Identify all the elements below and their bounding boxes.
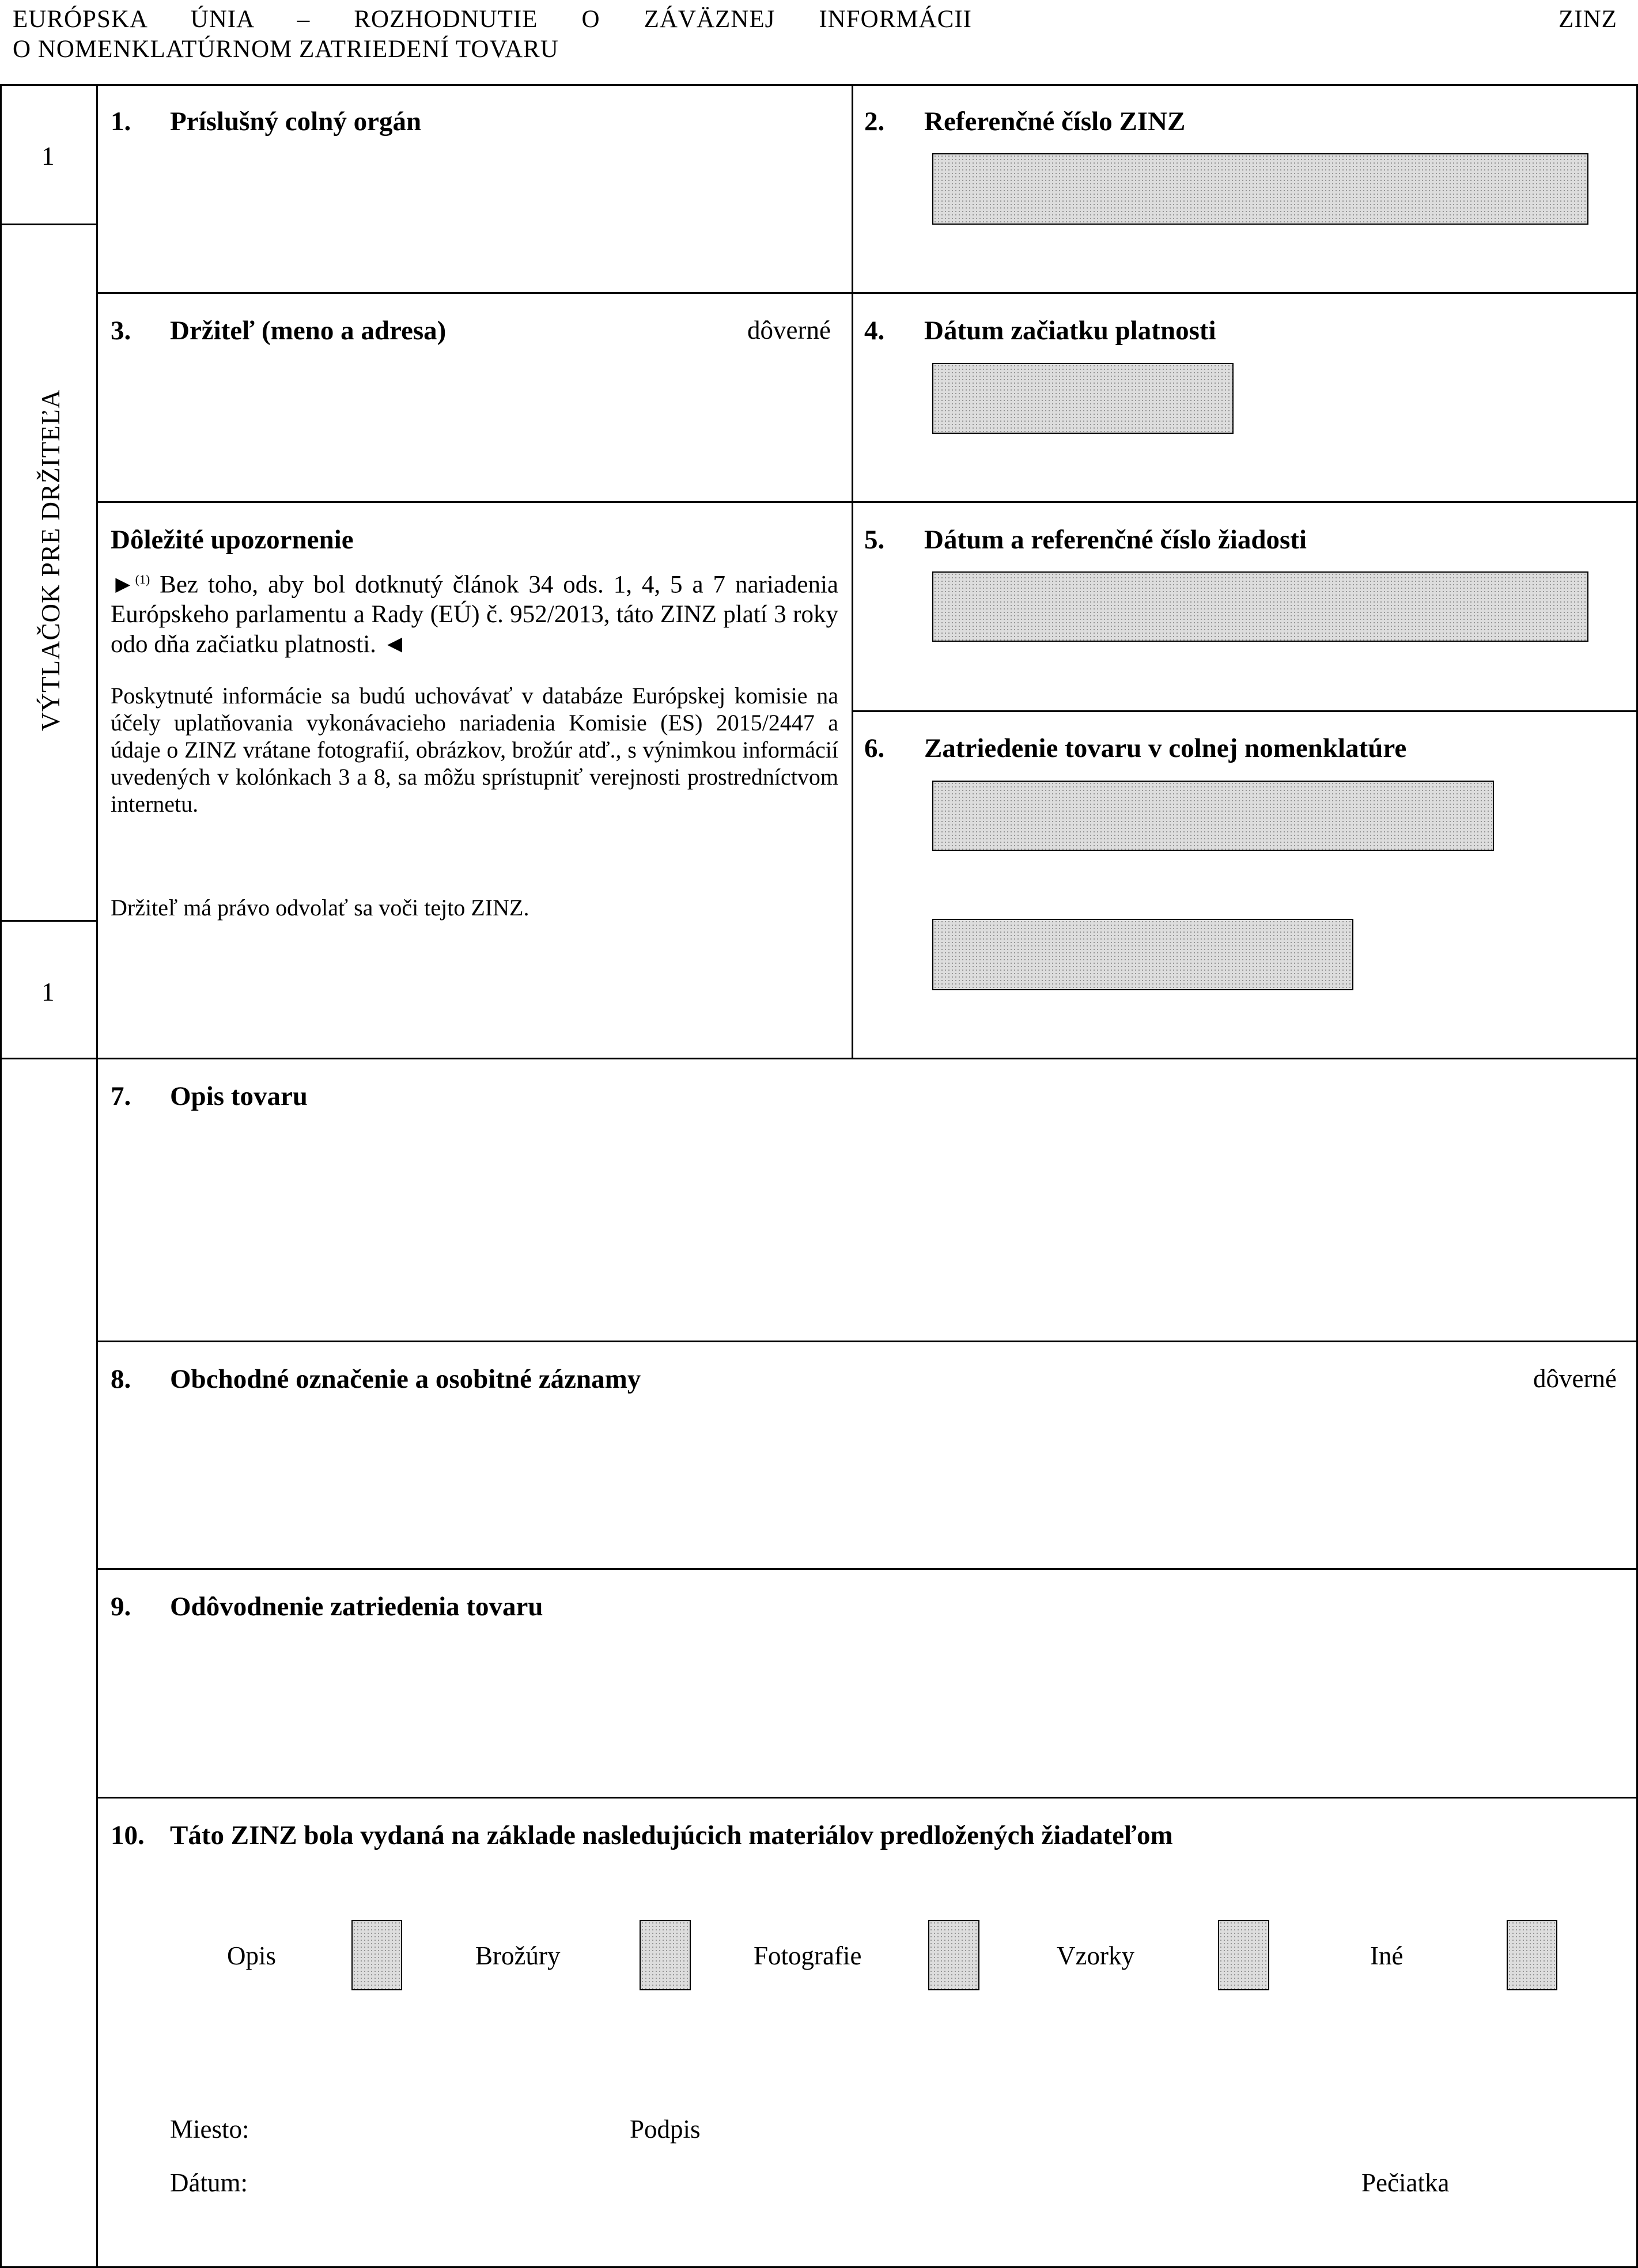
field-7-number: 7.: [111, 1081, 131, 1111]
row-line-5: [96, 1341, 1638, 1342]
material-checkbox-fotografie[interactable]: [928, 1920, 979, 1990]
amendment-start-marker: ►: [111, 571, 135, 599]
notice-data-storage: Poskytnuté informácie sa budú uchovávať v databáze Európskej komisie na účely uplatňovania vykonávacieho nariadenia Komisie (ES) 2015/2447 a údaje o ZINZ vrátane fotografií, obrázkov, brožúr atď., s výnimkou informácií uvedených v kolónkach 3 a 8, sa môžu sprístupniť verejnosti prostredníctvom internetu.: [111, 683, 838, 817]
field-6-number: 6.: [864, 733, 885, 763]
row-line-right-3: [852, 710, 1638, 712]
material-label-opis: Opis: [227, 1941, 277, 1970]
side-column-divider: [96, 84, 98, 2268]
middle-column-divider: [852, 84, 853, 1059]
field-6-title: Zatriedenie tovaru v colnej nomenklatúre: [924, 733, 1407, 763]
field-6-input-1[interactable]: [932, 781, 1494, 851]
row-line-4: [96, 1058, 1638, 1059]
side-divider-1: [0, 224, 97, 225]
stamp-label: Pečiatka: [1361, 2168, 1450, 2197]
field-5-input[interactable]: [932, 571, 1588, 642]
material-label-ine: Iné: [1370, 1941, 1404, 1970]
field-7-title: Opis tovaru: [170, 1081, 308, 1111]
frame-top: [0, 84, 1638, 86]
field-3-confidential: dôverné: [747, 316, 831, 344]
place-label: Miesto:: [170, 2115, 249, 2144]
field-2-title: Referenčné číslo ZINZ: [924, 107, 1186, 137]
form-code: ZINZ: [1558, 6, 1617, 33]
notice-appeal-right: Držiteľ má právo odvolať sa voči tejto ZINZ.: [111, 895, 529, 921]
signature-label: Podpis: [630, 2115, 701, 2144]
material-checkbox-brozury[interactable]: [640, 1920, 691, 1990]
row-line-1: [96, 292, 1638, 294]
row-line-7: [96, 1797, 1638, 1799]
copy-label: VÝTLAČOK PRE DRŽITEĽA: [36, 389, 65, 731]
form-title-line1: EURÓPSKA ÚNIA – ROZHODNUTIE O ZÁVÄZNEJ INFORMÁCII: [13, 6, 972, 33]
field-4-input[interactable]: [932, 363, 1234, 434]
side-divider-2: [0, 920, 97, 922]
field-4-title: Dátum začiatku platnosti: [924, 316, 1216, 346]
field-1-number: 1.: [111, 107, 131, 137]
copy-number-top: 1: [41, 142, 55, 171]
material-checkbox-ine[interactable]: [1507, 1920, 1557, 1990]
form-title-line2: O NOMENKLATÚRNOM ZATRIEDENÍ TOVARU: [13, 36, 559, 63]
field-6-input-2[interactable]: [932, 919, 1353, 990]
field-5-title: Dátum a referenčné číslo žiadosti: [924, 525, 1307, 555]
material-label-vzorky: Vzorky: [1057, 1941, 1134, 1970]
notice-title: Dôležité upozornenie: [111, 525, 354, 555]
field-1-title: Príslušný colný orgán: [170, 107, 422, 137]
field-2-input[interactable]: [932, 153, 1588, 225]
field-8-confidential: dôverné: [1533, 1364, 1617, 1393]
field-8-title: Obchodné označenie a osobitné záznamy: [170, 1364, 641, 1394]
copy-number-bottom: 1: [41, 978, 55, 1006]
form-title: [13, 5, 972, 65]
side-divider-3: [0, 1058, 97, 1059]
row-line-2: [96, 501, 1638, 503]
field-10-number: 10.: [111, 1820, 145, 1850]
material-checkbox-vzorky[interactable]: [1218, 1920, 1269, 1990]
field-4-number: 4.: [864, 316, 885, 346]
field-8-number: 8.: [111, 1364, 131, 1394]
date-label: Dátum:: [170, 2168, 248, 2197]
amendment-reference: (1): [135, 572, 150, 586]
frame-left: [0, 84, 2, 2268]
notice-validity: [111, 565, 838, 660]
field-5-number: 5.: [864, 525, 885, 555]
row-line-6: [96, 1568, 1638, 1570]
field-9-title: Odôvodnenie zatriedenia tovaru: [170, 1592, 543, 1622]
material-checkbox-opis[interactable]: [351, 1920, 402, 1990]
amendment-end-marker: ◄: [382, 631, 407, 658]
field-3-number: 3.: [111, 316, 131, 346]
field-2-number: 2.: [864, 107, 885, 137]
notice-validity-text: Bez toho, aby bol dotknutý článok 34 ods. 1, 4, 5 a 7 nariadenia Európskeho parlamentu a Rady (EÚ) č. 952/2013, táto ZINZ platí 3 roky odo dňa začiatku platnosti.: [111, 571, 839, 658]
field-3-title: Držiteľ (meno a adresa): [170, 316, 447, 346]
field-10-title: Táto ZINZ bola vydaná na základe nasledujúcich materiálov predložených žiadateľom: [170, 1820, 1173, 1850]
material-label-brozury: Brožúry: [475, 1941, 561, 1970]
field-9-number: 9.: [111, 1592, 131, 1622]
material-label-fotografie: Fotografie: [754, 1941, 862, 1970]
